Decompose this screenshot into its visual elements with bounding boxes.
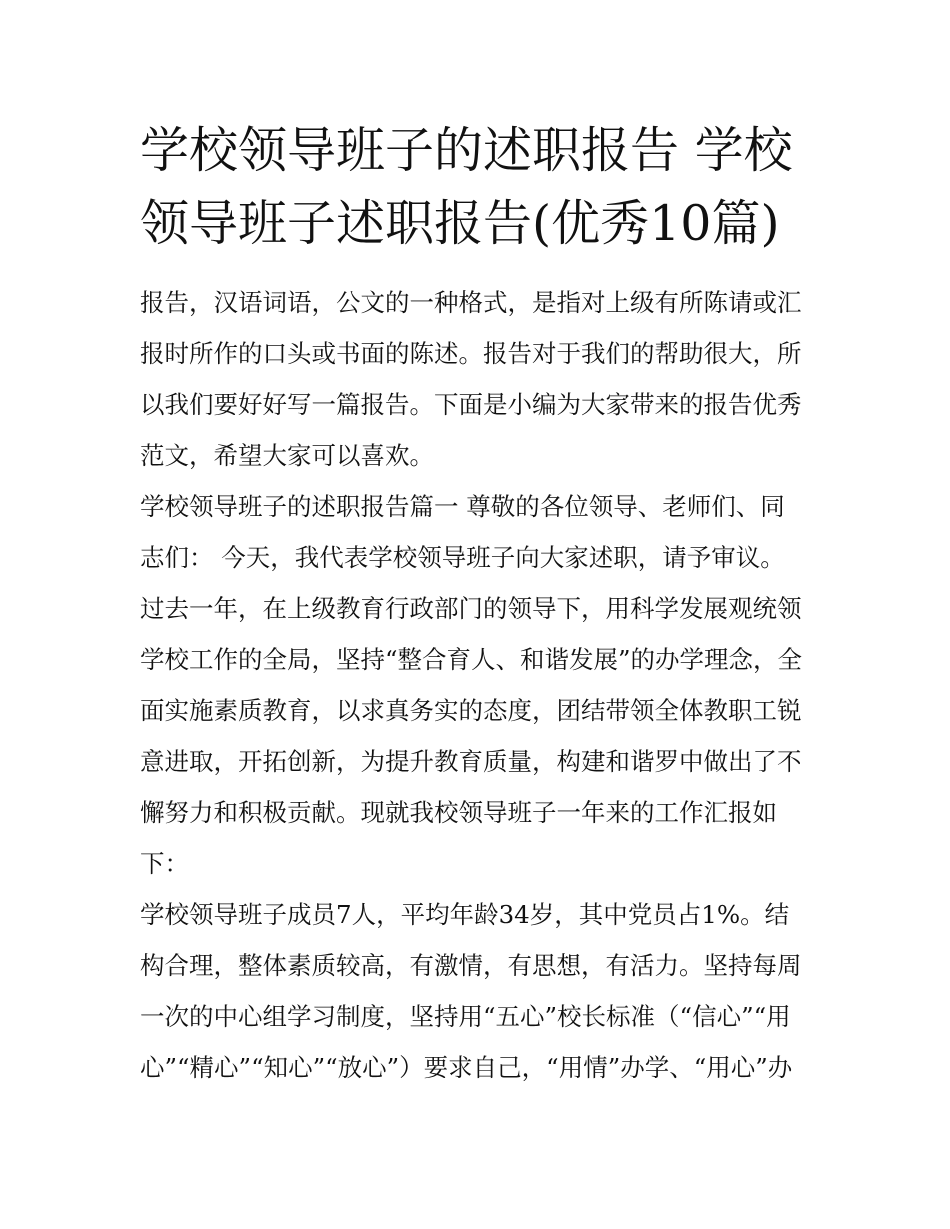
title-line-2: 领导班子述职报告(优秀10篇): [140, 195, 780, 252]
paragraph-overview: [140, 583, 820, 889]
title-line-1: 学校领导班子的述职报告 学校: [140, 122, 793, 179]
text-line: 意进取，开拓创新，为提升教育质量，构建和谐罗中做出了不: [140, 747, 802, 776]
text-line: 一次的中心组学习制度，坚持用“五心”校长标准（“信心”“用: [140, 1002, 791, 1031]
text-line: 下：: [140, 849, 189, 878]
text-line: 报时所作的口头或书面的陈述。报告对于我们的帮助很大，所: [140, 339, 802, 368]
paragraph-team: [140, 889, 820, 1093]
text-line: 心”“精心”“知心”“放心”）要求自己，“用情”办学、“用心”办: [140, 1053, 793, 1082]
text-line: 学校领导班子的述职报告篇一 尊敬的各位领导、老师们、同: [140, 492, 785, 521]
text-line: 报告，汉语词语，公文的一种格式，是指对上级有所陈请或汇: [140, 288, 802, 317]
paragraph-intro: [140, 277, 820, 481]
text-line: 志们： 今天，我代表学校领导班子向大家述职，请予审议。: [140, 543, 785, 572]
text-line: 过去一年，在上级教育行政部门的领导下，用科学发展观统领: [140, 594, 802, 623]
text-line: 面实施素质教育，以求真务实的态度，团结带领全体教职工锐: [140, 696, 802, 725]
text-line: 范文，希望大家可以喜欢。: [140, 441, 434, 470]
text-line: 懈努力和积极贡献。现就我校领导班子一年来的工作汇报如: [140, 798, 777, 827]
text-line: 学校领导班子成员7人，平均年龄34岁，其中党员占1%。结: [140, 900, 790, 929]
text-line: 学校工作的全局，坚持“整合育人、和谐发展”的办学理念，全: [140, 645, 803, 674]
paragraph-greeting: [140, 481, 820, 583]
text-line: 以我们要好好写一篇报告。下面是小编为大家带来的报告优秀: [140, 390, 802, 419]
text-line: 构合理，整体素质较高，有激情，有思想，有活力。坚持每周: [140, 951, 802, 980]
document-body: [140, 277, 820, 1093]
document-title: [140, 114, 820, 260]
